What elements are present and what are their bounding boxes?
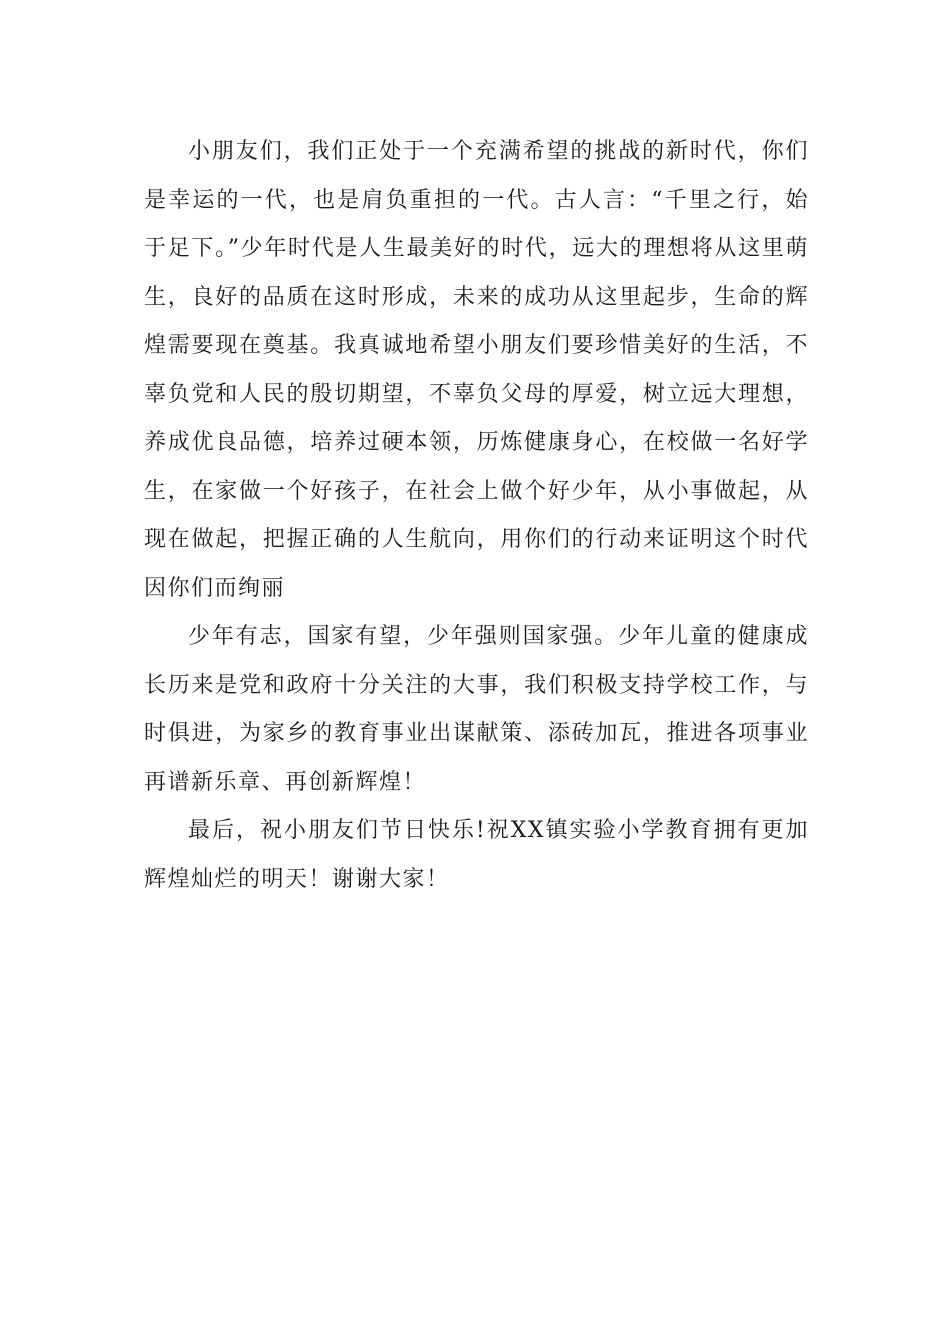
paragraph-1: 小朋友们，我们正处于一个充满希望的挑战的新时代，你们是幸运的一代，也是肩负重担的一代。古人言：“千里之行，始于足下。”少年时代是人生最美好的时代，远大的理想将从这里萌生，良好的品质在这时形成，未来的成功从这里起步，生命的辉煌需要现在奠基。我真诚地希望小朋友们要珍惜美好的生活，不辜负党和人民的殷切期望，不辜负父母的厚爱，树立远大理想，养成优良品德，培养过硬本领，历炼健康身心，在校做一名好学生，在家做一个好孩子，在社会上做个好少年，从小事做起，从现在做起，把握正确的人生航向，用你们的行动来证明这个时代因你们而绚丽 xyxy=(144,139,809,601)
document-body xyxy=(144,128,809,904)
paragraph-2: 少年有志，国家有望，少年强则国家强。少年儿童的健康成长历来是党和政府十分关注的大事，我们积极支持学校工作，与时俱进，为家乡的教育事业出谋献策、添砖加瓦，推进各项事业再谱新乐章、再创新辉煌！ xyxy=(144,624,809,795)
paragraph-3: 最后，祝小朋友们节日快乐!祝XX镇实验小学教育拥有更加辉煌灿烂的明天！谢谢大家！ xyxy=(144,818,809,892)
